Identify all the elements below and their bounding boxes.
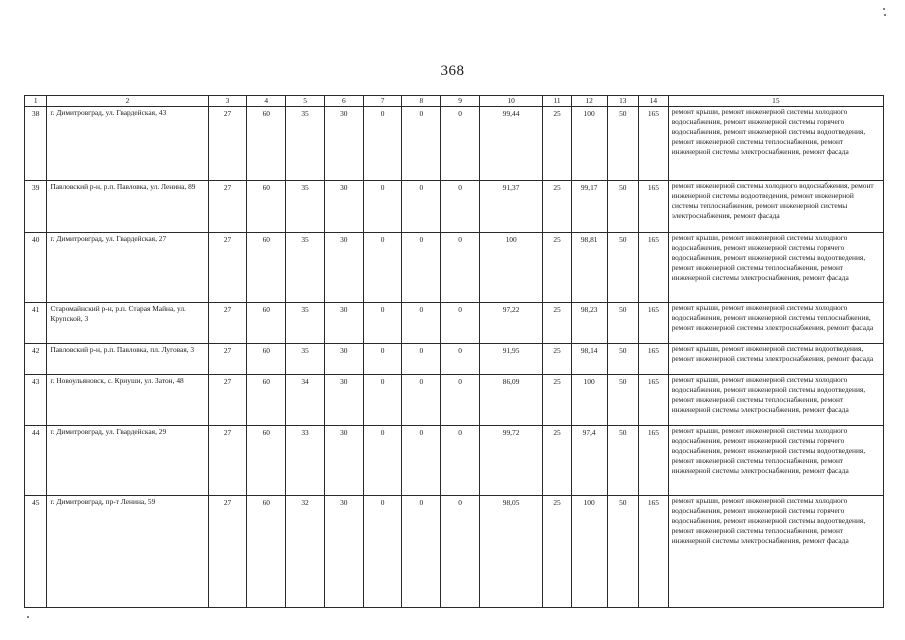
value-cell: 0	[441, 233, 480, 303]
value-cell: 0	[363, 375, 402, 426]
value-cell: 60	[247, 233, 286, 303]
value-cell: 98,05	[479, 496, 542, 608]
value-cell: 27	[208, 107, 247, 181]
value-cell: 165	[639, 344, 669, 375]
value-cell: 100	[571, 496, 607, 608]
value-cell: 60	[247, 107, 286, 181]
column-header: 5	[286, 96, 325, 107]
value-cell: 30	[324, 426, 363, 496]
value-cell: 30	[324, 107, 363, 181]
column-header: 2	[47, 96, 208, 107]
value-cell: 35	[286, 303, 325, 344]
value-cell: 97,4	[571, 426, 607, 496]
works-list-cell: ремонт крыши, ремонт инженерной системы холодного водоснабжения, ремонт инженерной системы горячего водоснабжения, ремонт инженерной системы водоотведения, ремонт инженерной системы теплоснабжения, ремонт инженерной системы электроснабжения, ремонт фасада	[668, 496, 883, 608]
value-cell: 35	[286, 233, 325, 303]
column-header: 10	[479, 96, 542, 107]
value-cell: 32	[286, 496, 325, 608]
column-header: 11	[543, 96, 572, 107]
value-cell: 0	[402, 107, 441, 181]
works-list-cell: ремонт инженерной системы холодного водоснабжения, ремонт инженерной системы водоотведения, ремонт инженерной системы теплоснабжения, ремонт инженерной системы электроснабжения, ремонт фасада	[668, 181, 883, 233]
value-cell: 99,44	[479, 107, 542, 181]
value-cell: 27	[208, 303, 247, 344]
value-cell: 33	[286, 426, 325, 496]
value-cell: 50	[607, 344, 639, 375]
row-number: 40	[25, 233, 47, 303]
row-number: 42	[25, 344, 47, 375]
value-cell: 0	[402, 426, 441, 496]
value-cell: 99,17	[571, 181, 607, 233]
value-cell: 165	[639, 181, 669, 233]
value-cell: 100	[571, 107, 607, 181]
row-number: 41	[25, 303, 47, 344]
value-cell: 91,95	[479, 344, 542, 375]
value-cell: 0	[402, 375, 441, 426]
row-number: 39	[25, 181, 47, 233]
value-cell: 97,22	[479, 303, 542, 344]
data-table	[24, 95, 884, 608]
value-cell: 35	[286, 344, 325, 375]
value-cell: 30	[324, 344, 363, 375]
value-cell: 165	[639, 107, 669, 181]
value-cell: 0	[363, 426, 402, 496]
address-cell: Старомайнский р-н, р.п. Старая Майна, ул. Крупской, 3	[47, 303, 208, 344]
value-cell: 100	[479, 233, 542, 303]
value-cell: 165	[639, 303, 669, 344]
value-cell: 27	[208, 375, 247, 426]
value-cell: 30	[324, 233, 363, 303]
table-row	[25, 426, 884, 496]
value-cell: 30	[324, 303, 363, 344]
column-header: 1	[25, 96, 47, 107]
value-cell: 98,23	[571, 303, 607, 344]
column-header: 4	[247, 96, 286, 107]
value-cell: 25	[543, 107, 572, 181]
value-cell: 60	[247, 303, 286, 344]
value-cell: 25	[543, 375, 572, 426]
value-cell: 35	[286, 107, 325, 181]
value-cell: 91,37	[479, 181, 542, 233]
value-cell: 50	[607, 496, 639, 608]
value-cell: 60	[247, 375, 286, 426]
value-cell: 0	[441, 303, 480, 344]
works-list-cell: ремонт крыши, ремонт инженерной системы холодного водоснабжения, ремонт инженерной системы горячего водоснабжения, ремонт инженерной системы водоотведения, ремонт инженерной системы теплоснабжения, ремонт инженерной системы электроснабжения, ремонт фасада	[668, 107, 883, 181]
value-cell: 30	[324, 375, 363, 426]
column-header: 3	[208, 96, 247, 107]
value-cell: 165	[639, 233, 669, 303]
value-cell: 0	[363, 233, 402, 303]
table-row	[25, 107, 884, 181]
address-cell: г. Димитровград, пр-т Ленина, 59	[47, 496, 208, 608]
value-cell: 0	[402, 233, 441, 303]
value-cell: 0	[363, 107, 402, 181]
value-cell: 60	[247, 344, 286, 375]
value-cell: 30	[324, 181, 363, 233]
value-cell: 50	[607, 426, 639, 496]
row-number: 38	[25, 107, 47, 181]
value-cell: 25	[543, 344, 572, 375]
value-cell: 50	[607, 375, 639, 426]
column-header: 7	[363, 96, 402, 107]
value-cell: 27	[208, 426, 247, 496]
value-cell: 0	[363, 344, 402, 375]
value-cell: 25	[543, 496, 572, 608]
value-cell: 60	[247, 496, 286, 608]
value-cell: 27	[208, 344, 247, 375]
table-row	[25, 496, 884, 608]
value-cell: 0	[441, 496, 480, 608]
column-header: 15	[668, 96, 883, 107]
column-header: 6	[324, 96, 363, 107]
value-cell: 0	[363, 303, 402, 344]
table-row	[25, 233, 884, 303]
address-cell: г. Димитровград, ул. Гвардейская, 27	[47, 233, 208, 303]
scan-speck	[27, 616, 29, 618]
works-list-cell: ремонт крыши, ремонт инженерной системы холодного водоснабжения, ремонт инженерной системы водоотведения, ремонт инженерной системы теплоснабжения, ремонт инженерной системы электроснабжения, ремонт фасада	[668, 375, 883, 426]
value-cell: 0	[402, 181, 441, 233]
table-header-row	[25, 96, 884, 107]
value-cell: 50	[607, 181, 639, 233]
value-cell: 50	[607, 107, 639, 181]
value-cell: 0	[363, 496, 402, 608]
address-cell: г. Димитровград, ул. Гвардейская, 29	[47, 426, 208, 496]
address-cell: Павловский р-н, р.п. Павловка, ул. Ленина, 89	[47, 181, 208, 233]
table-row	[25, 344, 884, 375]
row-number: 44	[25, 426, 47, 496]
value-cell: 27	[208, 496, 247, 608]
value-cell: 0	[441, 426, 480, 496]
scan-speck	[884, 14, 886, 16]
value-cell: 30	[324, 496, 363, 608]
row-number: 43	[25, 375, 47, 426]
value-cell: 27	[208, 181, 247, 233]
value-cell: 25	[543, 181, 572, 233]
address-cell: Павловский р-н, р.п. Павловка, пл. Луговая, 3	[47, 344, 208, 375]
value-cell: 60	[247, 426, 286, 496]
value-cell: 98,81	[571, 233, 607, 303]
works-list-cell: ремонт крыши, ремонт инженерной системы водоотведения, ремонт инженерной системы электроснабжения, ремонт фасада	[668, 344, 883, 375]
value-cell: 99,72	[479, 426, 542, 496]
value-cell: 60	[247, 181, 286, 233]
value-cell: 0	[402, 303, 441, 344]
row-number: 45	[25, 496, 47, 608]
value-cell: 165	[639, 375, 669, 426]
value-cell: 0	[441, 107, 480, 181]
page-number: 368	[440, 63, 465, 79]
table-row	[25, 303, 884, 344]
column-header: 13	[607, 96, 639, 107]
column-header: 9	[441, 96, 480, 107]
column-header: 14	[639, 96, 669, 107]
value-cell: 27	[208, 233, 247, 303]
works-list-cell: ремонт крыши, ремонт инженерной системы холодного водоснабжения, ремонт инженерной системы теплоснабжения, ремонт инженерной системы электроснабжения, ремонт фасада	[668, 303, 883, 344]
value-cell: 50	[607, 233, 639, 303]
value-cell: 50	[607, 303, 639, 344]
works-list-cell: ремонт крыши, ремонт инженерной системы холодного водоснабжения, ремонт инженерной системы горячего водоснабжения, ремонт инженерной системы водоотведения, ремонт инженерной системы теплоснабжения, ремонт инженерной системы электроснабжения, ремонт фасада	[668, 233, 883, 303]
value-cell: 34	[286, 375, 325, 426]
value-cell: 0	[402, 496, 441, 608]
value-cell: 165	[639, 496, 669, 608]
table-row	[25, 181, 884, 233]
value-cell: 0	[363, 181, 402, 233]
value-cell: 25	[543, 426, 572, 496]
value-cell: 165	[639, 426, 669, 496]
value-cell: 0	[441, 344, 480, 375]
data-table-container	[24, 95, 884, 608]
column-header: 8	[402, 96, 441, 107]
value-cell: 100	[571, 375, 607, 426]
works-list-cell: ремонт крыши, ремонт инженерной системы холодного водоснабжения, ремонт инженерной системы горячего водоснабжения, ремонт инженерной системы водоотведения, ремонт инженерной системы теплоснабжения, ремонт инженерной системы электроснабжения, ремонт фасада	[668, 426, 883, 496]
scan-speck	[883, 8, 885, 10]
address-cell: г. Димитровград, ул. Гвардейская, 43	[47, 107, 208, 181]
value-cell: 0	[441, 181, 480, 233]
value-cell: 0	[441, 375, 480, 426]
value-cell: 86,09	[479, 375, 542, 426]
value-cell: 98,14	[571, 344, 607, 375]
value-cell: 0	[402, 344, 441, 375]
value-cell: 35	[286, 181, 325, 233]
value-cell: 25	[543, 303, 572, 344]
value-cell: 25	[543, 233, 572, 303]
address-cell: г. Новоульяновск, с. Криуши, ул. Затон, 48	[47, 375, 208, 426]
column-header: 12	[571, 96, 607, 107]
table-row	[25, 375, 884, 426]
